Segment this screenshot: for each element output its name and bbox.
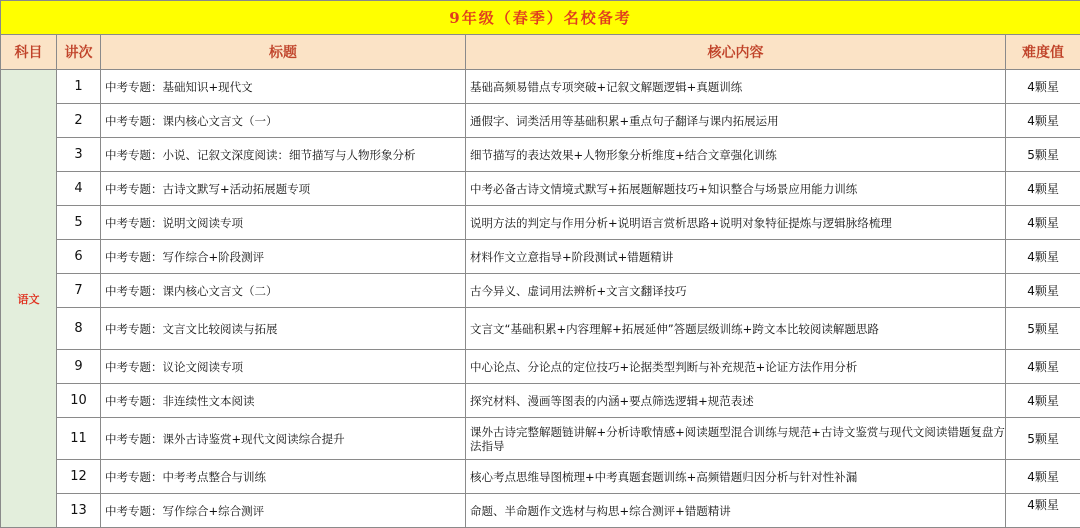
header-row	[1, 35, 1080, 70]
content-cell: 古今异义、虚词用法辨析+文言文翻译技巧	[466, 274, 1006, 308]
topic-cell: 中考专题：议论文阅读专项	[101, 350, 466, 384]
content-cell: 细节描写的表达效果+人物形象分析维度+结合文章强化训练	[466, 138, 1006, 172]
topic-cell: 中考专题：写作综合+综合测评	[101, 494, 466, 528]
difficulty-cell: 4颗星	[1006, 206, 1080, 240]
content-cell: 基础高频易错点专项突破+记叙文解题逻辑+真题训练	[466, 70, 1006, 104]
topic-cell: 中考专题：说明文阅读专项	[101, 206, 466, 240]
difficulty-cell: 4颗星	[1006, 384, 1080, 418]
table-row	[1, 418, 1080, 460]
table-row	[1, 274, 1080, 308]
content-cell: 说明方法的判定与作用分析+说明语言赏析思路+说明对象特征提炼与逻辑脉络梳理	[466, 206, 1006, 240]
topic-cell: 中考专题：基础知识+现代文	[101, 70, 466, 104]
table-row	[1, 104, 1080, 138]
lesson-number: 6	[57, 240, 101, 274]
content-cell: 文言文“基础积累+内容理解+拓展延伸”答题层级训练+跨文本比较阅读解题思路	[466, 308, 1006, 350]
content-cell: 课外古诗完整解题链讲解+分析诗歌情感+阅读题型混合训练与规范+古诗文鉴赏与现代文阅读错题复盘方法指导	[466, 418, 1006, 460]
table-row	[1, 172, 1080, 206]
header-subject: 科目	[1, 35, 57, 70]
lesson-number: 13	[57, 494, 101, 528]
header-content: 核心内容	[466, 35, 1006, 70]
topic-cell: 中考专题：写作综合+阶段测评	[101, 240, 466, 274]
table-row	[1, 494, 1080, 528]
header-topic: 标题	[101, 35, 466, 70]
table-row	[1, 70, 1080, 104]
lesson-number: 2	[57, 104, 101, 138]
difficulty-cell: 4颗星	[1006, 240, 1080, 274]
content-cell: 探究材料、漫画等图表的内涵+要点筛选逻辑+规范表述	[466, 384, 1006, 418]
topic-cell: 中考专题：小说、记叙文深度阅读：细节描写与人物形象分析	[101, 138, 466, 172]
table-row	[1, 308, 1080, 350]
difficulty-cell: 4颗星	[1006, 70, 1080, 104]
content-cell: 中考必备古诗文情境式默写+拓展题解题技巧+知识整合与场景应用能力训练	[466, 172, 1006, 206]
difficulty-cell: 4颗星	[1006, 350, 1080, 384]
lesson-number: 8	[57, 308, 101, 350]
difficulty-cell: 4颗星	[1006, 460, 1080, 494]
content-cell: 通假字、词类活用等基础积累+重点句子翻译与课内拓展运用	[466, 104, 1006, 138]
subject-cell: 语文	[1, 70, 57, 528]
table-row	[1, 206, 1080, 240]
topic-cell: 中考专题：古诗文默写+活动拓展题专项	[101, 172, 466, 206]
difficulty-cell: 5颗星	[1006, 418, 1080, 460]
table-row	[1, 240, 1080, 274]
difficulty-cell: 5颗星	[1006, 308, 1080, 350]
content-cell: 核心考点思维导图梳理+中考真题套题训练+高频错题归因分析与针对性补漏	[466, 460, 1006, 494]
lesson-number: 10	[57, 384, 101, 418]
lesson-number: 4	[57, 172, 101, 206]
content-cell: 中心论点、分论点的定位技巧+论据类型判断与补充规范+论证方法作用分析	[466, 350, 1006, 384]
difficulty-cell: 4颗星	[1006, 172, 1080, 206]
topic-cell: 中考专题：中考考点整合与训练	[101, 460, 466, 494]
topic-cell: 中考专题：课内核心文言文（二）	[101, 274, 466, 308]
difficulty-cell: 4颗星	[1006, 494, 1080, 528]
table-row	[1, 384, 1080, 418]
lesson-number: 12	[57, 460, 101, 494]
lesson-number: 5	[57, 206, 101, 240]
content-cell: 命题、半命题作文选材与构思+综合测评+错题精讲	[466, 494, 1006, 528]
table-row	[1, 460, 1080, 494]
difficulty-cell: 5颗星	[1006, 138, 1080, 172]
lesson-number: 11	[57, 418, 101, 460]
difficulty-cell: 4颗星	[1006, 274, 1080, 308]
lesson-number: 7	[57, 274, 101, 308]
lesson-number: 9	[57, 350, 101, 384]
header-lesson: 讲次	[57, 35, 101, 70]
topic-cell: 中考专题：非连续性文本阅读	[101, 384, 466, 418]
table-title: 9年级（春季）名校备考	[1, 1, 1080, 35]
lesson-number: 3	[57, 138, 101, 172]
table-row	[1, 138, 1080, 172]
content-cell: 材料作文立意指导+阶段测试+错题精讲	[466, 240, 1006, 274]
header-difficulty: 难度值	[1006, 35, 1080, 70]
topic-cell: 中考专题：文言文比较阅读与拓展	[101, 308, 466, 350]
topic-cell: 中考专题：课内核心文言文（一）	[101, 104, 466, 138]
table-row	[1, 350, 1080, 384]
lesson-number: 1	[57, 70, 101, 104]
difficulty-cell: 4颗星	[1006, 104, 1080, 138]
topic-cell: 中考专题：课外古诗鉴赏+现代文阅读综合提升	[101, 418, 466, 460]
